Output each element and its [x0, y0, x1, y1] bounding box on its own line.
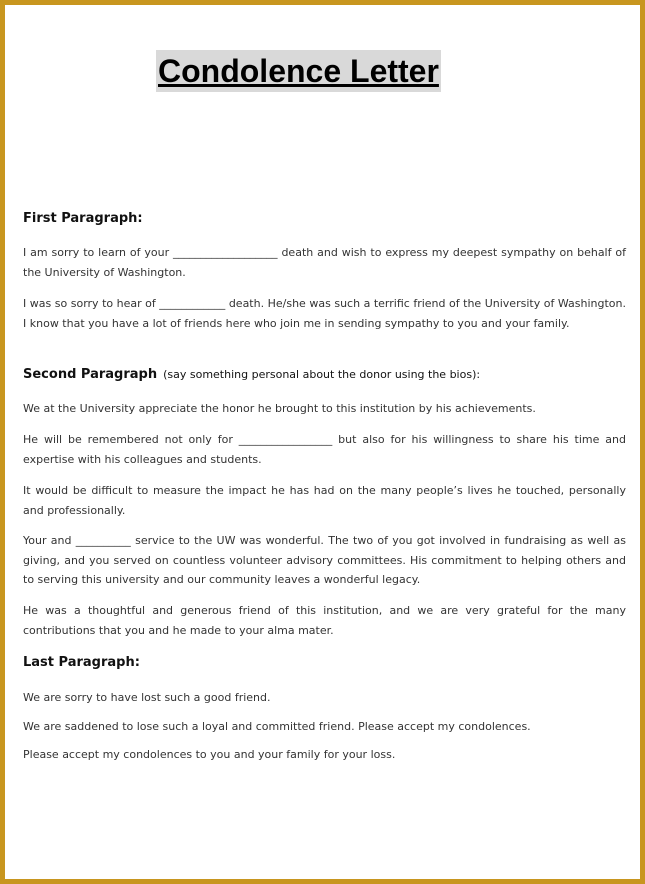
second-paragraph-text-1: We at the University appreciate the honor he brought to this institution by his achievements. — [23, 402, 536, 415]
last-paragraph-heading-text: Last Paragraph: — [23, 655, 140, 670]
second-paragraph-heading-text: Second Paragraph — [23, 367, 158, 382]
second-paragraph-text-2: He will be remembered not only for _________________ but also for his willingness to share his time and expertise with his colleagues and students. — [23, 433, 626, 466]
second-paragraph-heading — [23, 367, 480, 382]
title-container — [156, 50, 441, 92]
last-paragraph-text-1: We are sorry to have lost such a good friend. — [23, 691, 271, 704]
second-paragraph-heading-note: (say something personal about the donor using the bios): — [163, 368, 481, 381]
second-paragraph-text-3: It would be difficult to measure the impact he has had on the many people’s lives he touched, personally and professionally. — [23, 484, 626, 517]
first-paragraph-heading-text: First Paragraph: — [23, 211, 143, 226]
second-paragraph-text-5: He was a thoughtful and generous friend of this institution, and we are very grateful for the many contributions that you and he made to your alma mater. — [23, 604, 626, 637]
document-title: Condolence Letter — [156, 50, 441, 92]
last-paragraph-text-3: Please accept my condolences to you and your family for your loss. — [23, 748, 396, 761]
second-paragraph-text-4: Your and __________ service to the UW was wonderful. The two of you got involved in fundraising as well as giving, and you served on countless volunteer advisory committees. His commitment to helping others and to serving this university and our community leaves a wonderful legacy. — [23, 534, 626, 586]
last-paragraph-text-2: We are saddened to lose such a loyal and committed friend. Please accept my condolences. — [23, 720, 531, 733]
first-paragraph-heading — [23, 211, 143, 226]
first-paragraph-text-2: I was so sorry to hear of ____________ death. He/she was such a terrific friend of the University of Washington. I know that you have a lot of friends here who join me in sending sympathy to you and your family. — [23, 297, 626, 330]
first-paragraph-text-1: I am sorry to learn of your ___________________ death and wish to express my deepest sympathy on behalf of the University of Washington. — [23, 246, 626, 279]
last-paragraph-heading — [23, 655, 140, 670]
